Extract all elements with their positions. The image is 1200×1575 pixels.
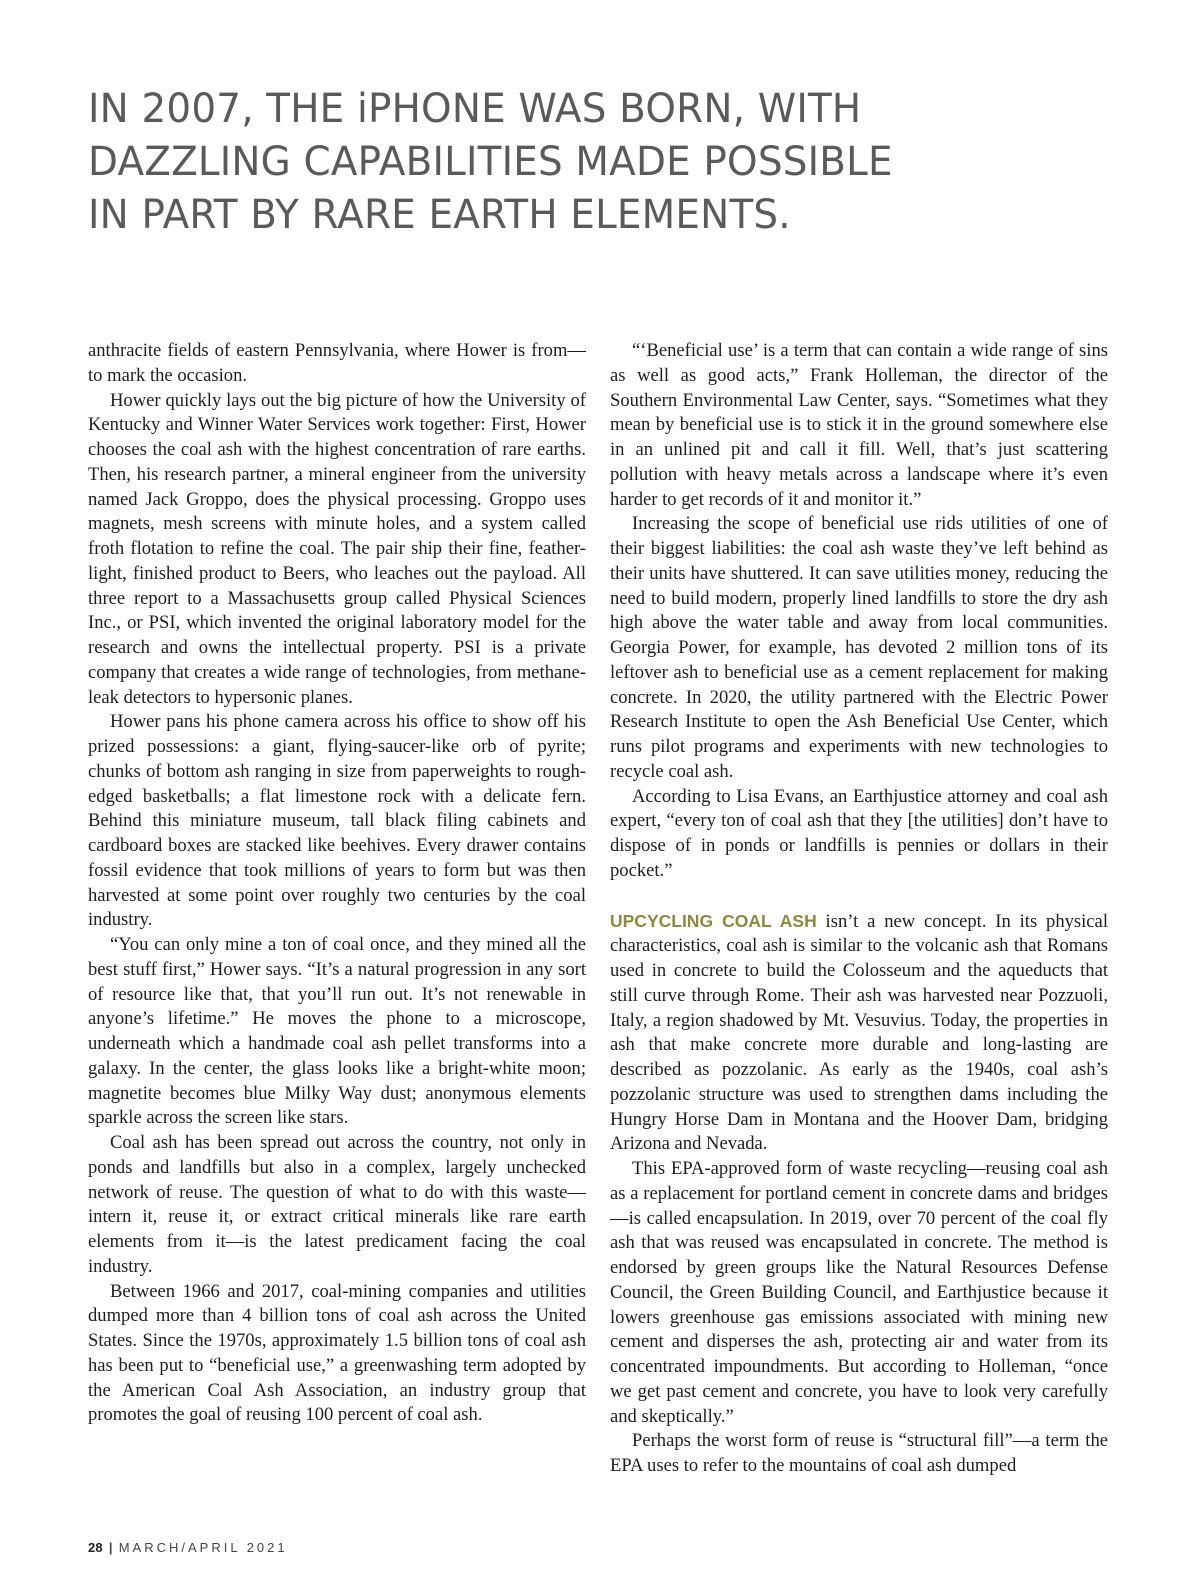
paragraph: Coal ash has been spread out across the country, not only in ponds and landfills but also in a complex, largely unchecked network of reuse. The question of what to do with this waste—intern it, reuse it, or extract critical minerals like rare earth elements from it—is the latest predicament facing the coal industry. bbox=[88, 1132, 586, 1277]
page-number: 28 bbox=[88, 1540, 103, 1555]
paragraph: Increasing the scope of beneficial use rids utilities of one of their biggest liabilities: the coal ash waste they’ve left behind as their units have shuttered. It can save utilities money, reducing the need to build modern, properly lined landfills to store the dry ash high above the water table and away from local communities. Georgia Power, for example, has devoted 2 million tons of its leftover ash to beneficial use as a cement replacement for making concrete. In 2020, the utility partnered with the Electric Power Research Institute to open the Ash Beneficial Use Center, which runs pilot programs and experiments with new technologies to recycle coal ash. bbox=[610, 513, 1108, 782]
paragraph: Hower pans his phone camera across his office to show off his prized possessions: a giant, flying-saucer-like orb of pyrite; chunks of bottom ash ranging in size from paperweights to rough-edged basketballs; a flat limestone rock with a delicate fern. Behind this miniature museum, tall black filing cabinets and cardboard boxes are stacked like beehives. Every drawer contains fossil evidence that took millions of years to form but was then harvested at some point over roughly two centuries by the coal industry. bbox=[88, 711, 586, 931]
section-lead-in: UPCYCLING COAL ASH bbox=[610, 910, 817, 931]
pull-quote-line: IN PART BY RARE EARTH ELEMENTS. bbox=[88, 190, 791, 238]
paragraph: “You can only mine a ton of coal once, and they mined all the best stuff first,” Hower says. “It’s a natural progression in any sort of resource like that, that you’ll run out. It’s not renewable in anyone’s lifetime.” He moves the phone to a microscope, underneath which a handmade coal ash pellet transforms into a galaxy. In the center, the glass looks like a bright-white moon; magnetite becomes blue Milky Way dust; anonymous elements sparkle across the screen like stars. bbox=[88, 934, 586, 1129]
left-column bbox=[88, 339, 586, 1428]
paragraph: Between 1966 and 2017, coal-mining companies and utilities dumped more than 4 billion tons of coal ash across the United States. Since the 1970s, approximately 1.5 billion tons of coal ash has been put to “beneficial use,” a greenwashing term adopted by the American Coal Ash Association, an industry group that promotes the goal of reusing 100 percent of coal ash. bbox=[88, 1280, 586, 1426]
section-start-paragraph bbox=[610, 909, 1108, 1158]
paragraph: Hower quickly lays out the big picture of how the University of Kentucky and Winner Water Services work together: First, Hower chooses the coal ash with the highest concentration of rare earths. Then, his research partner, a mineral engineer from the university named Jack Groppo, does the physical processing. Groppo uses magnets, mesh screens with minute holes, and a system called froth flotation to refine the coal. The pair ship their fine, feather-light, finished product to Beers, who leaches out the payload. All three report to a Massachusetts group called Physical Sciences Inc., or PSI, which invented the original laboratory model for the research and owns the intellectual property. PSI is a private company that creates a wide range of technologies, from methane-leak detectors to hypersonic planes. bbox=[88, 389, 586, 708]
right-column bbox=[610, 339, 1108, 1479]
pull-quote-line: DAZZLING CAPABILITIES MADE POSSIBLE bbox=[88, 137, 893, 185]
paragraph: This EPA-approved form of waste recycling—reusing coal ash as a replacement for portland cement in concrete dams and bridges—is called encapsulation. In 2019, over 70 percent of the coal fly ash that was reused was encapsulated in concrete. The method is endorsed by green groups like the Natural Resources Defense Council, the Green Building Council, and Earthjustice because it lowers greenhouse gas emissions associated with mining new cement and disperses the ash, protecting air and water from its concentrated impoundments. But according to Holleman, “once we get past cement and concrete, you have to look very carefully and skeptically.” bbox=[610, 1158, 1108, 1427]
paragraph: anthracite fields of eastern Pennsylvania, where Hower is from—to mark the occasion. bbox=[88, 340, 586, 386]
pull-quote bbox=[88, 82, 952, 241]
paragraph: “‘Beneficial use’ is a term that can contain a wide range of sins as well as good acts,” Frank Holleman, the director of the Southern Environmental Law Center, says. “Sometimes what they mean by beneficial use is to stick it in the ground somewhere else in an unlined pit and call it fill. Well, that’s just scattering pollution with heavy metals across a landscape where it’s even harder to get records of it and monitor it.” bbox=[610, 340, 1108, 510]
page-footer bbox=[88, 1540, 288, 1555]
paragraph: According to Lisa Evans, an Earthjustice attorney and coal ash expert, “every ton of coal ash that they [the utilities] don’t have to dispose of in ponds or landfills is pennies or dollars in their pocket.” bbox=[610, 785, 1108, 881]
footer-separator: | bbox=[108, 1540, 113, 1555]
section-first-text: isn’t a new concept. In its physical characteristics, coal ash is similar to the volcanic ash that Romans used in concrete to build the Colosseum and the aqueducts that still curve through Rome. Their ash was harvested near Pozzuoli, Italy, a region shadowed by Mt. Vesuvius. Today, the properties in ash that make concrete more durable and long-lasting are described as pozzolanic. As early as the 1940s, coal ash’s pozzolanic structure was used to strengthen dams including the Hungry Horse Dam in Montana and the Hoover Dam, bridging Arizona and Nevada. bbox=[610, 910, 1108, 1155]
issue-date: MARCH/APRIL 2021 bbox=[118, 1540, 288, 1555]
pull-quote-line: IN 2007, THE iPHONE WAS BORN, WITH bbox=[88, 84, 862, 132]
paragraph: Perhaps the worst form of reuse is “structural fill”—a term the EPA uses to refer to the mountains of coal ash dumped bbox=[610, 1430, 1108, 1476]
